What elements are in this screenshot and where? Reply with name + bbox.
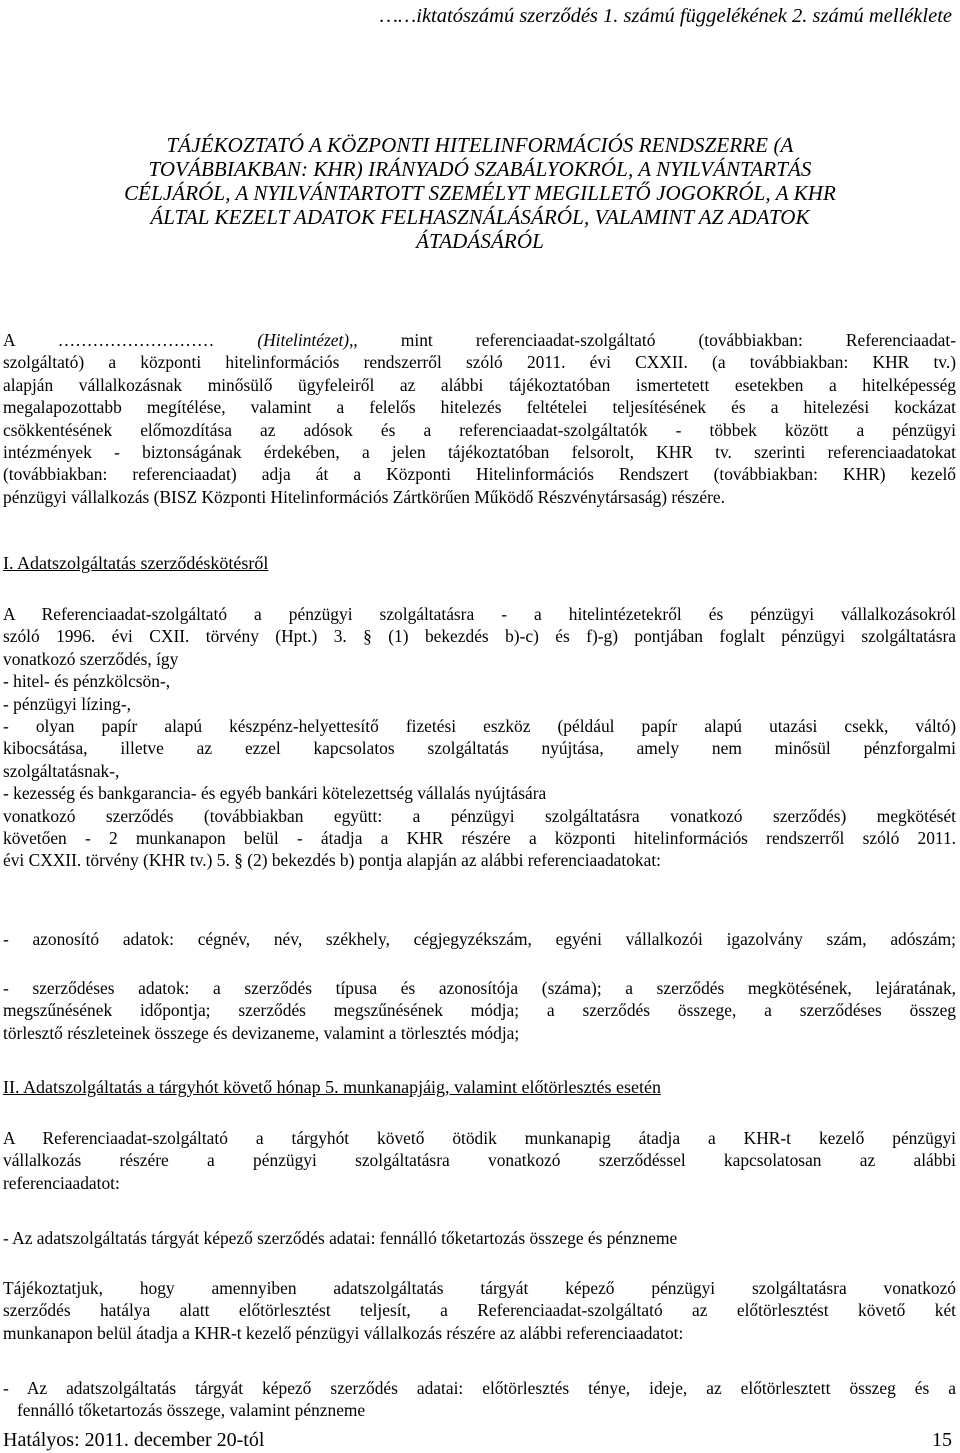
intro-line: szolgáltató) a központi hitelinformációs rendszerről szóló 2011. évi CXXII. (a továbbiakban: KHR tv.) — [3, 352, 956, 373]
intro-prefix: A ……………………… — [3, 330, 215, 350]
intro-rest: , mint referenciaadat-szolgáltató (továbbiakban: Referenciaadat- — [353, 330, 956, 350]
intro-line: (továbbiakban: referenciaadat) adja át a Központi Hitelinformációs Rendszert (továbbiakban: KHR) kezelő — [3, 464, 956, 485]
s1-line: - pénzügyi lízing-, — [3, 693, 131, 714]
s1-line: szóló 1996. évi CXII. törvény (Hpt.) 3. § (1) bekezdés b)-c) és f)-g) pontjában foglalt pénzügyi szolgáltatásra — [3, 626, 956, 647]
s2i2-line: fennálló tőketartozás összege, valamint pénzneme — [17, 1400, 366, 1421]
section-1-body — [3, 603, 956, 872]
s1-line: A Referenciaadat-szolgáltató a pénzügyi szolgáltatásra - a hitelintézetekről és pénzügyi vállalkozásokról — [3, 604, 956, 624]
page-number: 15 — [932, 1429, 952, 1451]
s1-line: - olyan papír alapú készpénz-helyettesítő fizetési eszköz (például papír alapú utazási csekk, váltó) — [3, 716, 956, 737]
section-2-item-2 — [3, 1377, 956, 1422]
header-note: ……iktatószámú szerződés 1. számú függelékének 2. számú melléklete — [379, 5, 952, 27]
title-line: TOVÁBBIAKBAN: KHR) IRÁNYADÓ SZABÁLYOKRÓL, A NYILVÁNTARTÁS — [148, 157, 812, 181]
s1-line: évi CXXII. törvény (KHR tv.) 5. § (2) bekezdés b) pontja alapján az alábbi referenciaadatokat: — [3, 850, 661, 871]
intro-line: megalapozottabb megítélése, valamint a felelős hitelezés feltételei teljesítésének és a hitelezési kockázat — [3, 397, 956, 418]
s1-line: vonatkozó szerződés (továbbiakban együtt: a pénzügyi szolgáltatásra vonatkozó szerződés) megkötését — [3, 805, 956, 826]
page-footer — [3, 1428, 952, 1452]
contract-line: megszűnésének időpontja; szerződés megszűnésének módja; a szerződés összege, a szerződéses összeg — [3, 1000, 956, 1021]
section-2-heading: II. Adatszolgáltatás a tárgyhót követő hónap 5. munkanapjáig, valamint előtörlesztés esetén — [3, 1077, 661, 1097]
section-2-item-1: - Az adatszolgáltatás tárgyát képező szerződés adatai: fennálló tőketartozás összege és pénzneme — [3, 1228, 678, 1248]
title-line: ÁTADÁSÁRÓL — [416, 229, 544, 253]
title-line: ÁLTAL KEZELT ADATOK FELHASZNÁLÁSÁRÓL, VALAMINT AZ ADATOK — [150, 205, 810, 229]
s1-line: - hitel- és pénzkölcsön-, — [3, 671, 171, 692]
intro-line: intézmények - biztonságának érdekében, a jelen tájékoztatóban felsorolt, KHR tv. szerinti referenciaadatokat — [3, 442, 956, 463]
s2p2-line: szerződés hatálya alatt előtörlesztést teljesít, a Referenciaadat-szolgáltató az előtörlesztést követő két — [3, 1300, 956, 1321]
effective-date: Hatályos: 2011. december 20-tól — [3, 1429, 265, 1451]
s2p2-line: munkanapon belül átadja a KHR-t kezelő pénzügyi vállalkozás részére az alábbi referenciaadatot: — [3, 1322, 684, 1343]
item-contract-data — [3, 977, 956, 1044]
contract-line: - szerződéses adatok: a szerződés típusa és azonosítója (száma); a szerződés megkötésének, lejáratának, — [3, 978, 956, 998]
document-title — [0, 133, 960, 253]
intro-line: pénzügyi vállalkozás (BISZ Központi Hitelinformációs Zártkörűen Működő Részvénytársaság) részére. — [3, 486, 725, 507]
s1-line: szolgáltatásnak-, — [3, 760, 120, 781]
s1-line: követően - 2 munkanapon belül - átadja a KHR részére a központi hitelinformációs rendszerről szóló 2011. — [3, 828, 956, 849]
s2-line: A Referenciaadat-szolgáltató a tárgyhót követő ötödik munkanapig átadja a KHR-t kezelő pénzügyi — [3, 1128, 956, 1148]
section-1-heading: I. Adatszolgáltatás szerződéskötésről — [3, 553, 269, 573]
intro-paragraph — [3, 329, 956, 508]
s1-line: kibocsátása, illetve az ezzel kapcsolatos szolgáltatás nyújtása, amely nem minősül pénzforgalmi — [3, 738, 956, 759]
title-line: CÉLJÁRÓL, A NYILVÁNTARTOTT SZEMÉLYT MEGILLETŐ JOGOKRÓL, A KHR — [124, 181, 836, 205]
item-identification-data: - azonosító adatok: cégnév, név, székhely, cégjegyzékszám, egyéni vállalkozói igazolvány szám, adószám; — [3, 929, 956, 949]
s2p2-line: Tájékoztatjuk, hogy amennyiben adatszolgáltatás tárgyát képező pénzügyi szolgáltatásra vonatkozó — [3, 1278, 956, 1298]
intro-line: alapján vállalkozásnak minősülő ügyfeleiről az alábbi tájékoztatóban ismertetett esetekben a hitelképesség — [3, 374, 956, 395]
s1-line: vonatkozó szerződés, így — [3, 648, 179, 669]
section-2-body — [3, 1127, 956, 1194]
s2i2-line: - Az adatszolgáltatás tárgyát képező szerződés adatai: előtörlesztés ténye, ideje, az előtörlesztett összeg és a — [3, 1378, 956, 1398]
s2-line: vállalkozás részére a pénzügyi szolgáltatásra vonatkozó szerződéssel kapcsolatosan az alábbi — [3, 1150, 956, 1171]
contract-line: törlesztő részleteinek összege és devizaneme, valamint a törlesztés módja; — [3, 1022, 520, 1043]
title-line: TÁJÉKOZTATÓ A KÖZPONTI HITELINFORMÁCIÓS RENDSZERRE (A — [166, 133, 794, 157]
section-2-paragraph-2 — [3, 1277, 956, 1344]
intro-line-1 — [3, 329, 956, 351]
intro-line: csökkentésének előmozdítása az adósok és a referenciaadat-szolgáltatók - többek között a pénzügyi — [3, 419, 956, 440]
institution-placeholder: (Hitelintézet), — [257, 330, 354, 350]
s2-line: referenciaadatot: — [3, 1172, 120, 1193]
s1-line: - kezesség és bankgarancia- és egyéb bankári kötelezettség vállalás nyújtására — [3, 783, 547, 804]
